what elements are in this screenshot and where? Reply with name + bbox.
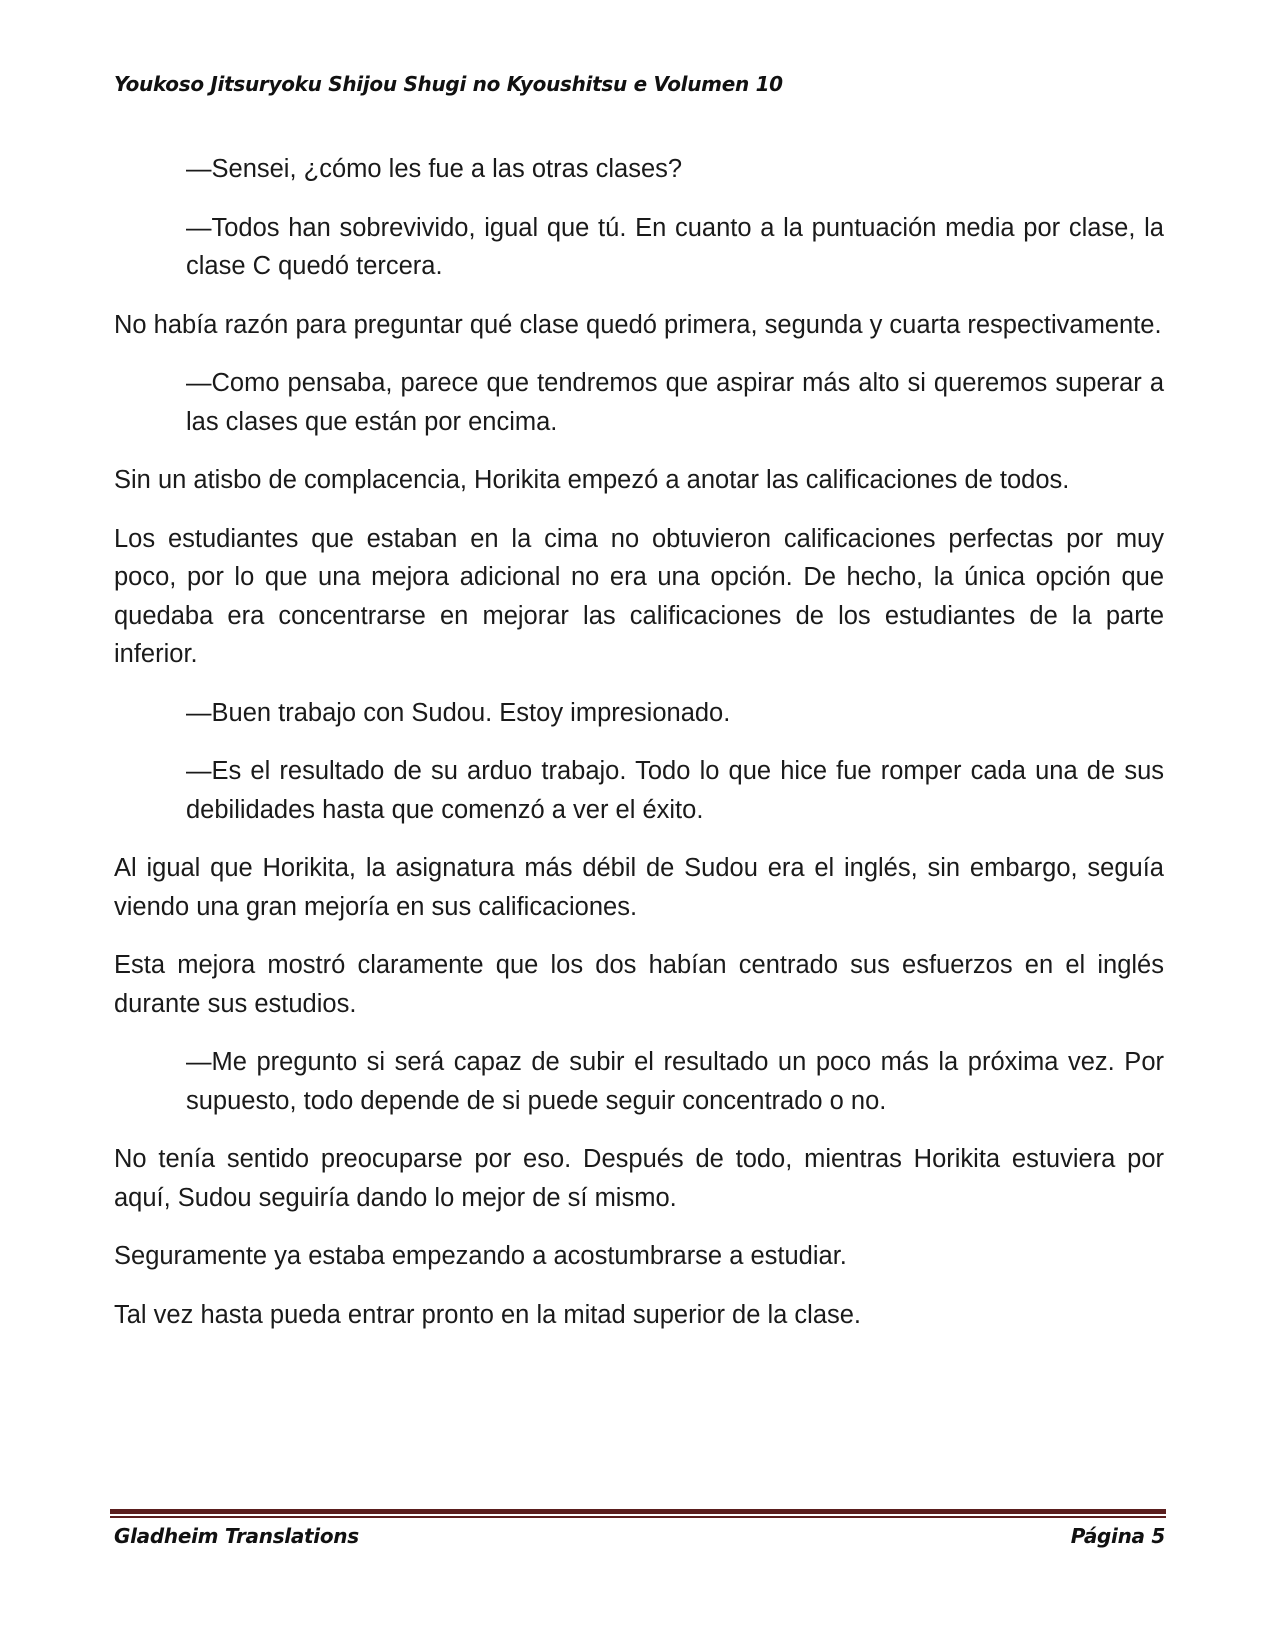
narration-paragraph: No tenía sentido preocuparse por eso. Después de todo, mientras Horikita estuviera por aquí, Sudou seguiría dando lo mejor de sí mismo. — [114, 1145, 1164, 1212]
dialogue-paragraph: —Me pregunto si será capaz de subir el resultado un poco más la próxima vez. Por supuesto, todo depende de si puede seguir concentrado o no. — [186, 1048, 1164, 1115]
footer-divider-thick — [110, 1509, 1166, 1514]
narration-paragraph: No había razón para preguntar qué clase quedó primera, segunda y cuarta respectivamente. — [114, 310, 1162, 339]
narration-paragraph: Tal vez hasta pueda entrar pronto en la mitad superior de la clase. — [114, 1300, 862, 1329]
running-header: Youkoso Jitsuryoku Shijou Shugi no Kyoushitsu e Volumen 10 — [114, 72, 783, 96]
footer-page-number: Página 5 — [1070, 1524, 1165, 1548]
footer-divider-thin — [110, 1516, 1166, 1518]
narration-paragraph: Seguramente ya estaba empezando a acostumbrarse a estudiar. — [114, 1242, 847, 1270]
narration-paragraph: Sin un atisbo de complacencia, Horikita empezó a anotar las calificaciones de todos. — [114, 466, 1070, 494]
body-text — [114, 150, 1164, 1354]
footer-divider — [110, 1509, 1166, 1519]
dialogue-paragraph: —Buen trabajo con Sudou. Estoy impresionado. — [186, 698, 731, 727]
dialogue-paragraph: —Sensei, ¿cómo les fue a las otras clases? — [186, 155, 683, 183]
narration-paragraph: Los estudiantes que estaban en la cima no obtuvieron calificaciones perfectas por muy poco, por lo que una mejora adicional no era una opción. De hecho, la única opción que quedaba era concentrarse en mejorar las calificaciones de los estudiantes de la parte inferior. — [114, 524, 1164, 668]
dialogue-paragraph: —Como pensaba, parece que tendremos que aspirar más alto si queremos superar a las clases que están por encima. — [186, 369, 1164, 436]
narration-paragraph: Al igual que Horikita, la asignatura más débil de Sudou era el inglés, sin embargo, seguía viendo una gran mejoría en sus calificaciones. — [114, 854, 1164, 921]
dialogue-paragraph: —Es el resultado de su arduo trabajo. Todo lo que hice fue romper cada una de sus debilidades hasta que comenzó a ver el éxito. — [186, 757, 1164, 824]
footer-translator: Gladheim Translations — [114, 1524, 359, 1548]
dialogue-paragraph: —Todos han sobrevivido, igual que tú. En cuanto a la puntuación media por clase, la clase C quedó tercera. — [186, 213, 1164, 280]
narration-paragraph: Esta mejora mostró claramente que los dos habían centrado sus esfuerzos en el inglés durante sus estudios. — [114, 951, 1164, 1018]
